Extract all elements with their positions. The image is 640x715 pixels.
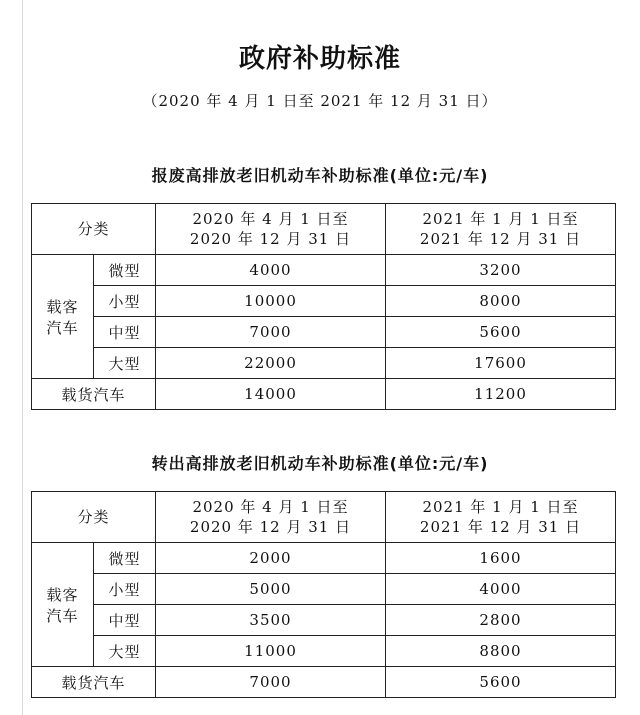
value-2020: 3500 [156, 605, 386, 636]
header-period-2020-line1: 2020 年 4 月 1 日至 [192, 210, 349, 228]
table-heading-transfer: 转出高排放老旧机动车补助标准(单位:元/车) [151, 454, 489, 473]
value-2020: 5000 [156, 574, 386, 605]
header-period-2021 [386, 204, 616, 255]
group-passenger-cars [32, 255, 94, 379]
table-row-truck [32, 667, 616, 698]
value-2020: 4000 [156, 255, 386, 286]
vehicle-type: 大型 [94, 636, 156, 667]
value-2021: 4000 [386, 574, 616, 605]
table-row [32, 543, 616, 574]
table-row [32, 317, 616, 348]
header-category: 分类 [32, 204, 156, 255]
page-title: 政府补助标准 [238, 44, 401, 74]
header-period-2020-line2: 2020 年 12 月 31 日 [189, 230, 352, 248]
value-2020: 22000 [156, 348, 386, 379]
group-label-line2: 汽车 [46, 318, 79, 337]
table-heading-scrap: 报废高排放老旧机动车补助标准(单位:元/车) [151, 166, 489, 185]
header-period-2021 [386, 492, 616, 543]
group-label-line1: 载客 [46, 297, 79, 316]
header-period-2020 [156, 204, 386, 255]
vehicle-type: 中型 [94, 317, 156, 348]
page-subtitle: （2020 年 4 月 1 日至 2021 年 12 月 31 日） [142, 92, 498, 110]
value-2020: 11000 [156, 636, 386, 667]
value-2021: 11200 [386, 379, 616, 410]
table-row-truck [32, 379, 616, 410]
table-header-row [32, 204, 616, 255]
value-2021: 17600 [386, 348, 616, 379]
value-2021: 5600 [386, 667, 616, 698]
value-2021: 8000 [386, 286, 616, 317]
group-label-line1: 载客 [46, 585, 79, 604]
header-category: 分类 [32, 492, 156, 543]
value-2020: 7000 [156, 667, 386, 698]
subsidy-table-transfer [31, 491, 616, 698]
vehicle-type: 小型 [94, 574, 156, 605]
group-label-line2: 汽车 [46, 606, 79, 625]
header-period-2020-line2: 2020 年 12 月 31 日 [189, 518, 352, 536]
value-2021: 5600 [386, 317, 616, 348]
table-row [32, 255, 616, 286]
table-row [32, 636, 616, 667]
header-period-2021-line2: 2021 年 12 月 31 日 [419, 230, 582, 248]
header-period-2021-line1: 2021 年 1 月 1 日至 [422, 498, 579, 516]
group-passenger-cars [32, 543, 94, 667]
value-2021: 1600 [386, 543, 616, 574]
table-row [32, 348, 616, 379]
value-2020: 14000 [156, 379, 386, 410]
header-period-2021-line2: 2021 年 12 月 31 日 [419, 518, 582, 536]
truck-label: 载货汽车 [32, 667, 156, 698]
table-row [32, 605, 616, 636]
value-2020: 2000 [156, 543, 386, 574]
table-row [32, 286, 616, 317]
vehicle-type: 大型 [94, 348, 156, 379]
value-2021: 3200 [386, 255, 616, 286]
header-period-2020 [156, 492, 386, 543]
value-2021: 2800 [386, 605, 616, 636]
value-2021: 8800 [386, 636, 616, 667]
vehicle-type: 微型 [94, 543, 156, 574]
header-period-2021-line1: 2021 年 1 月 1 日至 [422, 210, 579, 228]
table-row [32, 574, 616, 605]
table-header-row [32, 492, 616, 543]
value-2020: 7000 [156, 317, 386, 348]
header-period-2020-line1: 2020 年 4 月 1 日至 [192, 498, 349, 516]
subsidy-table-scrap [31, 203, 616, 410]
truck-label: 载货汽车 [32, 379, 156, 410]
vehicle-type: 中型 [94, 605, 156, 636]
vehicle-type: 小型 [94, 286, 156, 317]
vehicle-type: 微型 [94, 255, 156, 286]
value-2020: 10000 [156, 286, 386, 317]
